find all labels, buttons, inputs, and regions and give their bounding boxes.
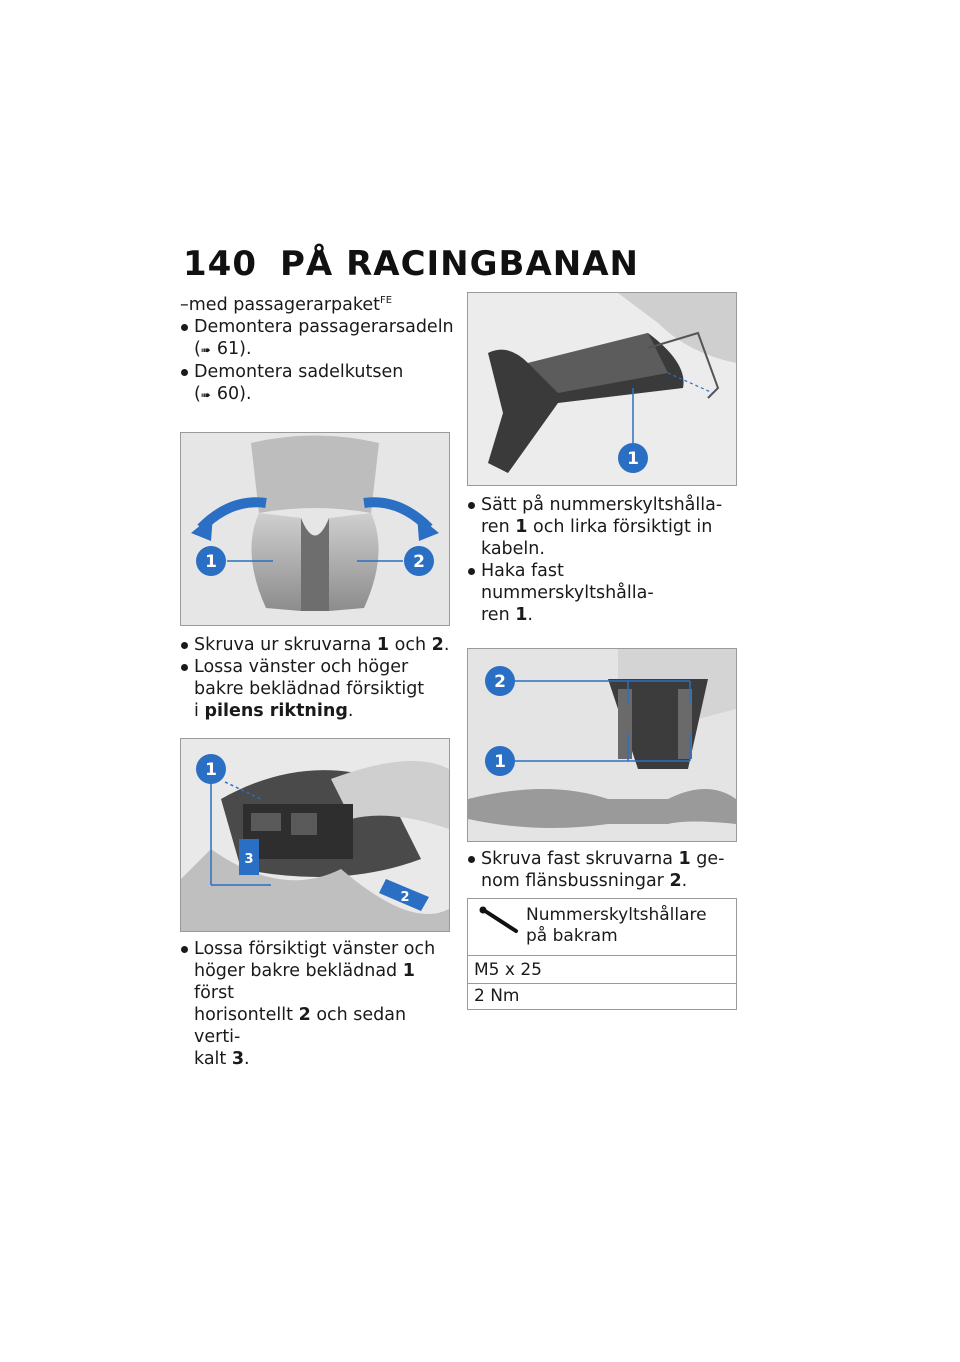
right-column bbox=[467, 292, 742, 1010]
spec-title: Nummerskyltshållare på bakram bbox=[526, 905, 707, 946]
spec-row: M5 x 25 bbox=[474, 960, 542, 980]
condition-line: –med passagerarpaket$^{FE}$ bbox=[180, 294, 393, 315]
callout-2: 2 bbox=[413, 551, 425, 572]
arrow-ref-icon: ➠ bbox=[200, 387, 211, 402]
text-line: i pilens riktning. bbox=[194, 700, 354, 721]
callout-3: 3 bbox=[244, 851, 254, 867]
page-reference[interactable]: (➠ 61). bbox=[194, 338, 252, 359]
list-item: Skruva fast skruvarna 1 ge- bbox=[467, 848, 742, 870]
list-item: Demontera passagerarsadeln bbox=[180, 316, 455, 338]
figure-remove-panels bbox=[180, 738, 450, 932]
chapter-title: PÅ RACINGBANAN bbox=[280, 244, 639, 284]
text-line: kabeln. bbox=[481, 539, 545, 559]
torque-spec-table bbox=[467, 898, 737, 1010]
callout-2: 2 bbox=[400, 889, 410, 905]
callout-1: 1 bbox=[205, 551, 217, 572]
page-reference[interactable]: (➠ 60). bbox=[194, 383, 252, 404]
list-item: Haka fast nummerskyltshålla- bbox=[467, 560, 742, 604]
figure-license-holder bbox=[467, 292, 737, 486]
list-item: Skruva ur skruvarna 1 och 2. bbox=[180, 634, 455, 656]
callout-1: 1 bbox=[205, 759, 217, 780]
spec-row: 2 Nm bbox=[468, 983, 736, 1009]
callout-1: 1 bbox=[627, 449, 639, 469]
text-line: höger bakre beklädnad 1 först bbox=[194, 960, 415, 1003]
figure-fasten-screws bbox=[467, 648, 737, 842]
callout-1: 1 bbox=[494, 752, 506, 772]
arrow-ref-icon: ➠ bbox=[200, 342, 211, 357]
list-item: Lossa vänster och höger bbox=[180, 656, 455, 678]
text-line: ren 1. bbox=[481, 605, 533, 625]
list-item: Sätt på nummerskyltshålla- bbox=[467, 494, 742, 516]
text-line: nom flänsbussningar 2. bbox=[481, 871, 688, 891]
list-item: Demontera sadelkutsen bbox=[180, 361, 455, 383]
text-line: bakre beklädnad försiktigt bbox=[194, 678, 425, 699]
text-line: ren 1 och lirka försiktigt in bbox=[481, 517, 713, 537]
text-line: kalt 3. bbox=[194, 1048, 250, 1069]
torque-wrench-icon bbox=[478, 905, 520, 935]
list-item: Lossa försiktigt vänster och bbox=[180, 938, 455, 960]
figure-rear-panels bbox=[180, 432, 450, 626]
left-column bbox=[180, 290, 455, 1070]
callout-2: 2 bbox=[494, 672, 506, 692]
spec-header bbox=[468, 899, 736, 956]
text-line: horisontellt 2 och sedan verti- bbox=[194, 1004, 407, 1047]
page-number: 140 bbox=[183, 244, 257, 284]
